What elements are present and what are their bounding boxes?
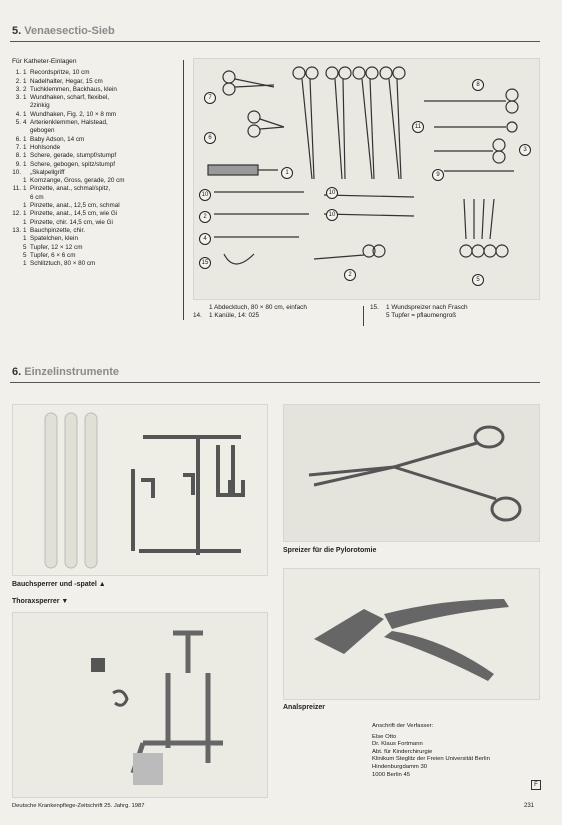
item-quantity: 2 [23,85,27,93]
list-item [12,127,190,135]
item-quantity: 1 [23,77,27,85]
column-divider [363,306,364,326]
caption-pylorotomie-spreizer: Spreizer für die Pylorotomie [283,547,377,554]
item-number [12,235,23,243]
caption-bauchsperrer: Bauchsperrer und -spatel ▲ [12,581,106,588]
item-text: Baby Adson, 14 cm [30,135,85,143]
item-number: 5. [15,119,21,127]
callout-marker: 4 [199,233,211,245]
author-heading: Anschrift der Verfasser: [372,723,434,729]
list-item [12,152,190,160]
item-quantity [23,102,30,110]
item-quantity: 1 [23,110,27,118]
section-divider [10,382,540,383]
section-number: 5. [12,25,22,37]
bauchsperrer-photo [12,404,268,576]
item-quantity: 1 [23,177,27,185]
author-line: Else Otto [372,733,397,740]
item-text: Wundhaken, scharf, flexibel, [30,94,109,102]
author-line: Abt. für Kinderchirurgie [372,748,433,755]
item-number: 3. [15,85,21,93]
callout-marker: 5 [472,274,484,286]
item-number: 3. [15,94,21,102]
item-number [12,260,23,268]
item-quantity: 1 [23,226,27,234]
item-number [12,219,23,227]
item-text: Pinzette, anat., 14,5 cm, wie Gi [30,210,118,218]
item-text: Arterienklemmen, Halstead, [30,119,108,127]
callout-marker: 8 [472,79,484,91]
item-number: 12. [12,210,21,218]
extra-item: 1 Abdecktuch, 80 × 80 cm, einfach [209,304,307,311]
item-quantity: 1 [23,185,27,193]
item-quantity: 5 [23,251,27,259]
item-text: Pinzette, anat., 12,5 cm, schmal [30,202,120,210]
item-quantity: 1 [23,135,27,143]
item-text: Tupfer, 6 × 6 cm [30,251,76,259]
item-text: gebogen [30,127,55,135]
callout-marker: 2 [199,211,211,223]
list-item [12,244,190,252]
extra-items-col1 [193,304,363,320]
item-number [12,102,23,110]
caption-analspreizer: Analspreizer [283,704,326,711]
item-number: 10. [12,168,21,176]
extra-item: 5 Tupfer = pflaumengroß [386,312,457,319]
caption-thoraxsperrer: Thoraxsperrer ▼ [12,598,69,605]
list-item [12,111,190,119]
item-number: 13. [12,226,21,234]
item-text: Nadelhalter, Hegar, 15 cm [30,77,103,85]
item-quantity: 1 [23,210,27,218]
list-item [12,260,190,268]
pylorotomie-spreizer-illustration [284,405,539,541]
item-number [12,127,23,135]
footer-journal: Deutsche Krankenpflege-Zeitschrift 25. Jahrg. 1987 [12,803,145,809]
thoraxsperrer-illustration [13,613,267,797]
item-text: Wundhaken, Fig. 2, 10 × 8 mm [30,110,117,118]
item-quantity: 1 [23,94,27,102]
item-quantity: 1 [23,202,27,210]
item-quantity: 1 [23,218,27,226]
callout-marker: 11 [412,121,424,133]
callout-marker: 9 [432,169,444,181]
item-number: 2. [15,77,21,85]
list-item [12,86,190,94]
item-number [12,202,23,210]
section-divider [10,41,540,42]
item-quantity: 1 [23,235,27,243]
item-number [12,194,23,202]
section-title-text: Venaesectio-Sieb [24,25,115,37]
list-subtitle: Für Katheter-Einlagen [12,58,77,65]
item-text: Schere, gebogen, spitz/stumpf [30,160,116,168]
item-text: Hohlsonde [30,143,61,151]
item-text: Tuchklemmen, Backhaus, klein [30,85,117,93]
item-text: 2zinkig [30,102,50,110]
list-item [12,136,190,144]
list-item [12,252,190,260]
list-item [12,102,190,110]
author-line: 1000 Berlin 45 [372,771,410,778]
pylorotomie-spreizer-photo [283,404,540,542]
item-quantity: 1 [23,152,27,160]
bauchsperrer-illustration [13,405,267,575]
item-quantity: 1 [23,160,27,168]
item-quantity [23,194,30,202]
list-item [12,177,190,185]
instrument-set-photo [193,58,540,300]
analspreizer-photo [283,568,540,700]
item-number: 6. [15,135,21,143]
list-item [12,219,190,227]
column-divider [183,60,184,320]
item-number: 7. [15,143,21,151]
item-text: Recordspritze, 10 cm [30,69,90,77]
instrument-set-illustration [194,59,539,299]
item-text: Spatelchen, klein [30,235,78,243]
list-item [12,235,190,243]
section-6-title [12,366,119,378]
thoraxsperrer-photo [12,612,268,798]
item-number: 9. [15,160,21,168]
author-address [372,723,542,779]
callout-marker: 15 [199,257,211,269]
section-title-text: Einzelinstrumente [24,366,119,378]
item-number: 4. [15,110,21,118]
item-number: 8. [15,152,21,160]
item-text: Schere, gerade, stumpf/stumpf [30,152,117,160]
item-quantity: 5 [23,243,27,251]
item-text: Pinzette, chir. 14,5 cm, wie Gi [30,218,113,226]
extra-items-col2 [370,304,540,320]
item-text: Bauchpinzette, chir. [30,226,85,234]
item-number [12,177,23,185]
extra-item: 1 Wundspreizer nach Frasch [386,304,468,311]
item-text: „Skalpellgriff [30,168,65,176]
callout-marker: 1 [281,167,293,179]
list-item [12,144,190,152]
item-quantity: 1 [23,143,27,151]
section-5-title [12,25,115,37]
item-number [12,252,23,260]
list-item [12,202,190,210]
item-text: Schlitztuch, 80 × 80 cm [30,260,96,268]
item-quantity: 1 [23,260,27,268]
list-item [12,94,190,102]
extra-item-number: 14. [193,312,202,319]
section-number: 6. [12,366,22,378]
callout-marker: 7 [204,92,216,104]
item-number [12,244,23,252]
list-item [12,194,190,202]
callout-marker: 2 [344,269,356,281]
item-number: 11. [12,185,21,193]
item-text: 6 cm [30,193,44,201]
item-number: 1. [15,69,21,77]
callout-marker: 6 [204,132,216,144]
author-line: Hindenburgdamm 30 [372,763,428,770]
callout-marker: 10 [199,189,211,201]
item-quantity [23,169,30,177]
callout-marker: 10 [326,187,338,199]
item-text: Tupfer, 12 × 12 cm [30,243,83,251]
item-quantity: 4 [23,119,27,127]
footer-page-number: 231 [524,803,535,809]
extra-item-number: 15. [370,304,379,311]
author-line: Dr. Klaus Fortmann [372,741,423,748]
list-item [12,119,190,127]
item-quantity [23,127,30,135]
item-text: Kornzange, Gross, gerade, 20 cm [30,177,125,185]
callout-marker: 10 [326,209,338,221]
list-item [12,227,190,235]
extra-item: 1 Kanüle, 14: 025 [209,312,260,319]
callout-marker: 3 [519,144,531,156]
author-line: Klinikum Steglitz der Freien Universität Berlin [372,756,490,763]
list-item [12,78,190,86]
analspreizer-illustration [284,569,539,699]
list-item [12,210,190,218]
end-mark: F [531,780,541,790]
list-item [12,169,190,177]
list-item [12,161,190,169]
item-quantity: 1 [23,69,27,77]
list-item [12,185,190,193]
instrument-list [12,58,190,268]
item-text: Pinzette, anat., schmal/spitz, [30,185,111,193]
list-item [12,69,190,77]
